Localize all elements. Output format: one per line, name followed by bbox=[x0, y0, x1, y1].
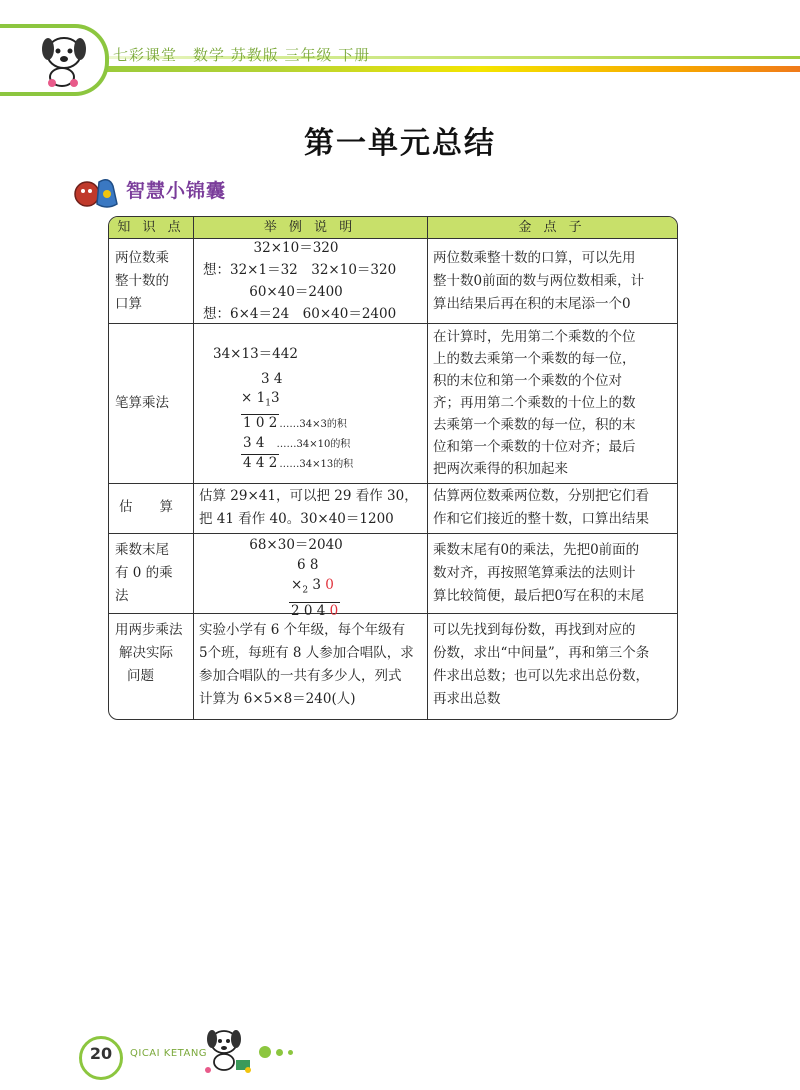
calc-text: 4 4 2 bbox=[243, 454, 278, 471]
dog-mascot-icon bbox=[196, 1024, 258, 1076]
table-header-row bbox=[109, 217, 677, 239]
header-tips: 金 点 子 bbox=[518, 220, 586, 235]
dog-mascot-icon bbox=[22, 25, 102, 89]
calc-text: 2 0 4 bbox=[291, 602, 330, 619]
red-zero-digit: 0 bbox=[329, 602, 339, 619]
calc-note: ……34×3的积 bbox=[279, 418, 347, 430]
example-line: 想：6×4＝24 60×40＝2400 bbox=[203, 306, 397, 322]
topic-line: 有 0 的乘 bbox=[115, 565, 173, 581]
tip-line: 把两次乘得的积加起来 bbox=[433, 461, 568, 477]
topic-line: 笔算乘法 bbox=[115, 395, 169, 411]
calc-line bbox=[199, 575, 423, 601]
table-row-example bbox=[199, 485, 423, 531]
example-line: 实验小学有 6 个年级，每个年级有 bbox=[199, 622, 406, 638]
example-line: 参加合唱队的一共有多少人，列式 bbox=[199, 668, 402, 684]
footer-brand: QICAI KETANG bbox=[130, 1048, 208, 1059]
tip-line: 两位数乘整十数的口算，可以先用 bbox=[433, 250, 636, 266]
table-row-topic bbox=[115, 392, 189, 415]
calc-text: × 1 bbox=[241, 390, 266, 406]
topic-line: 乘数末尾 bbox=[115, 542, 169, 558]
table-row-tip bbox=[433, 619, 669, 711]
tip-line: 积的末位和第一个乘数的个位对 bbox=[433, 373, 622, 389]
table-row-tip bbox=[433, 326, 669, 480]
red-zero-digit: 0 bbox=[325, 577, 334, 593]
calc-line bbox=[199, 414, 423, 434]
tip-line: 估算两位数乘两位数，分别把它们看 bbox=[433, 488, 649, 504]
header-stripe bbox=[0, 66, 800, 72]
table-row-tip bbox=[433, 539, 669, 608]
calc-text: 3 bbox=[312, 577, 326, 593]
tip-line: 可以先找到每份数，再找到对应的 bbox=[433, 622, 636, 638]
tip-line: 份数，求出“中间量”，再和第三个条 bbox=[433, 645, 650, 661]
tip-line: 整十数0前面的数与两位数相乘，计 bbox=[433, 273, 645, 289]
page-title: 第一单元总结 bbox=[304, 126, 496, 161]
tip-line: 数对齐，再按照笔算乘法的法则计 bbox=[433, 565, 636, 581]
topic-line: 口算 bbox=[115, 296, 142, 312]
tip-line: 去乘第一个乘数的每一位，积的末 bbox=[433, 417, 636, 433]
table-row-topic bbox=[115, 496, 189, 519]
calc-line bbox=[199, 454, 423, 474]
tip-line: 算比较简便，最后把0写在积的末尾 bbox=[433, 588, 645, 604]
header-example: 举 例 说 明 bbox=[263, 220, 357, 235]
calc-line: 6 8 bbox=[297, 557, 319, 573]
header-knowledge-point: 知 识 点 bbox=[117, 220, 185, 235]
tip-line: 乘数末尾有0的乘法，先把0前面的 bbox=[433, 542, 640, 558]
row-divider bbox=[109, 533, 677, 534]
example-line: 60×40＝2400 bbox=[249, 284, 343, 300]
decorative-dot-icon bbox=[288, 1050, 293, 1055]
table-row-tip bbox=[433, 247, 669, 316]
calc-line bbox=[199, 601, 423, 621]
example-line: 想：32×1＝32 32×10＝320 bbox=[203, 262, 397, 278]
example-line: 34×13＝442 bbox=[213, 346, 298, 362]
topic-line: 法 bbox=[115, 588, 129, 604]
example-line: 32×10＝320 bbox=[253, 240, 339, 256]
carry-digit: 1 bbox=[265, 398, 271, 409]
example-line: 68×30＝2040 bbox=[249, 537, 343, 553]
example-line: 估算 29×41，可以把 29 看作 30， bbox=[199, 488, 418, 504]
carry-digit: 2 bbox=[302, 585, 309, 596]
calc-line bbox=[199, 389, 423, 414]
table-row-example bbox=[199, 345, 423, 474]
calc-line bbox=[199, 434, 423, 454]
tip-line: 上的数去乘第一个乘数的每一位， bbox=[433, 351, 636, 367]
page-number: 20 bbox=[89, 1044, 113, 1063]
summary-table bbox=[108, 216, 678, 720]
calc-note: ……34×13的积 bbox=[279, 458, 354, 470]
topic-line: 整十数的 bbox=[115, 273, 169, 289]
calc-text: 3 bbox=[270, 390, 280, 406]
table-row-example bbox=[199, 237, 423, 325]
topic-line: 用两步乘法 bbox=[115, 622, 183, 638]
calc-text: 1 0 2 bbox=[243, 414, 278, 431]
calc-text: × bbox=[291, 577, 303, 593]
table-row-tip bbox=[433, 485, 669, 531]
tip-line: 算出结果后再在积的末尾添一个0 bbox=[433, 296, 631, 312]
topic-line: 问题 bbox=[127, 668, 154, 684]
tip-line: 在计算时，先用第二个乘数的个位 bbox=[433, 329, 636, 345]
tip-line: 位和第一个乘数的十位对齐；最后 bbox=[433, 439, 636, 455]
row-divider bbox=[109, 483, 677, 484]
calc-note: ……34×10的积 bbox=[276, 438, 351, 450]
topic-line: 两位数乘 bbox=[115, 250, 169, 266]
example-line: 把 41 看作 40。30×40＝1200 bbox=[199, 511, 394, 527]
tip-line: 再求出总数 bbox=[433, 691, 501, 707]
example-line: 5个班，每班有 8 人参加合唱队，求 bbox=[199, 645, 414, 661]
tip-line: 件求出总数；也可以先求出总份数， bbox=[433, 668, 649, 684]
tip-line: 齐；再用第二个乘数的十位上的数 bbox=[433, 395, 636, 411]
decorative-dot-icon bbox=[276, 1049, 283, 1056]
topic-line: 解决实际 bbox=[119, 645, 173, 661]
table-row-example bbox=[199, 619, 423, 711]
tip-line: 作和它们接近的整十数，口算出结果 bbox=[433, 511, 649, 527]
section-title: 智慧小锦囊 bbox=[126, 180, 227, 202]
example-line: 计算为 6×5×8＝240(人) bbox=[199, 691, 356, 707]
calc-text: 3 4 bbox=[243, 434, 265, 451]
table-row-example bbox=[199, 535, 423, 621]
lucky-bag-icon bbox=[73, 172, 119, 210]
decorative-dot-icon bbox=[259, 1046, 271, 1058]
header-series-text: 七彩课堂 数学 苏教版 三年级 下册 bbox=[113, 46, 371, 64]
table-row-topic bbox=[115, 619, 189, 688]
column-divider bbox=[427, 217, 428, 719]
topic-line: 估 算 bbox=[119, 499, 173, 515]
calc-line: 3 4 bbox=[261, 371, 283, 387]
